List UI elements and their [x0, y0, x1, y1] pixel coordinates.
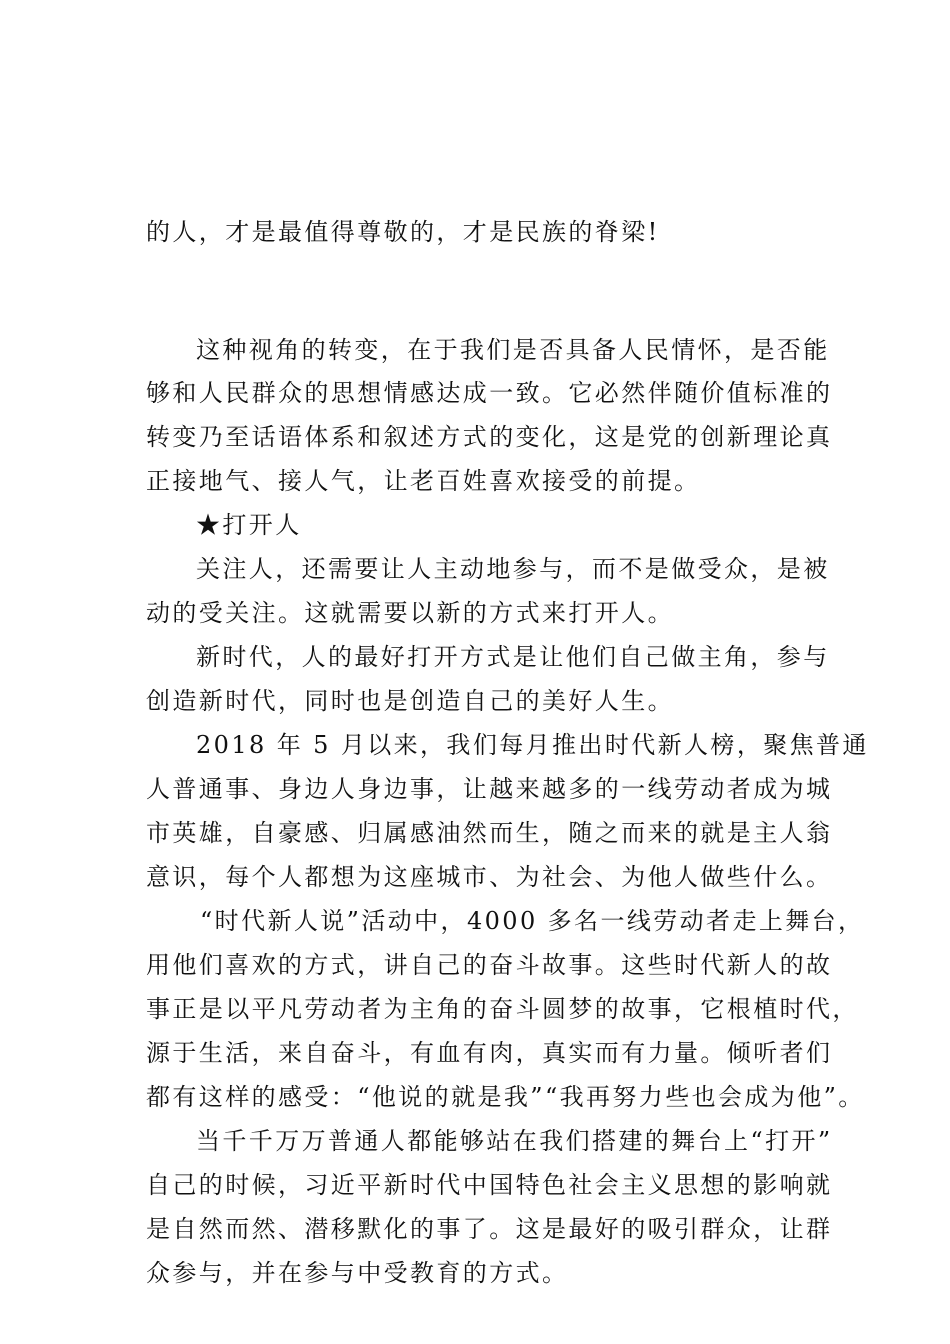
paragraph-line: 自己的时候，习近平新时代中国特色社会主义思想的影响就 [146, 1171, 833, 1199]
paragraph-line: 众参与，并在参与中受教育的方式。 [146, 1259, 569, 1287]
paragraph-line: 事正是以平凡劳动者为主角的奋斗圆梦的故事，它根植时代， [146, 995, 859, 1023]
paragraph-line: 是自然而然、潜移默化的事了。这是最好的吸引群众，让群 [146, 1215, 833, 1243]
paragraph-line: 源于生活，来自奋斗，有血有肉，真实而有力量。倾听者们 [146, 1039, 833, 1067]
paragraph-line: 人普通事、身边人身边事，让越来越多的一线劳动者成为城 [146, 775, 833, 803]
paragraph-line: 2018 年 5 月以来，我们每月推出时代新人榜，聚焦普通 [196, 731, 869, 759]
paragraph-line: 够和人民群众的思想情感达成一致。它必然伴随价值标准的 [146, 379, 833, 407]
text-line: 的人，才是最值得尊敬的，才是民族的脊梁! [146, 218, 660, 246]
paragraph-line: 意识，每个人都想为这座城市、为社会、为他人做些什么。 [146, 863, 833, 891]
paragraph-line: “时代新人说”活动中，4000 多名一线劳动者走上舞台， [200, 907, 865, 935]
paragraph-line: 创造新时代，同时也是创造自己的美好人生。 [146, 687, 674, 715]
paragraph-line: 转变乃至话语体系和叙述方式的变化，这是党的创新理论真 [146, 423, 833, 451]
paragraph-line: 动的受关注。这就需要以新的方式来打开人。 [146, 599, 674, 627]
paragraph-line: 这种视角的转变，在于我们是否具备人民情怀，是否能 [196, 336, 830, 364]
paragraph-line: 正接地气、接人气，让老百姓喜欢接受的前提。 [146, 467, 701, 495]
paragraph-line: 市英雄，自豪感、归属感油然而生，随之而来的就是主人翁 [146, 819, 833, 847]
paragraph-line: 用他们喜欢的方式，讲自己的奋斗故事。这些时代新人的故 [146, 951, 833, 979]
paragraph-line: 当千千万万普通人都能够站在我们搭建的舞台上“打开” [196, 1127, 833, 1155]
paragraph-line: 关注人，还需要让人主动地参与，而不是做受众，是被 [196, 555, 830, 583]
section-heading: ★打开人 [196, 511, 302, 539]
paragraph-line: 都有这样的感受：“他说的就是我”“我再努力些也会成为他”。 [146, 1083, 865, 1111]
paragraph-line: 新时代，人的最好打开方式是让他们自己做主角，参与 [196, 643, 830, 671]
